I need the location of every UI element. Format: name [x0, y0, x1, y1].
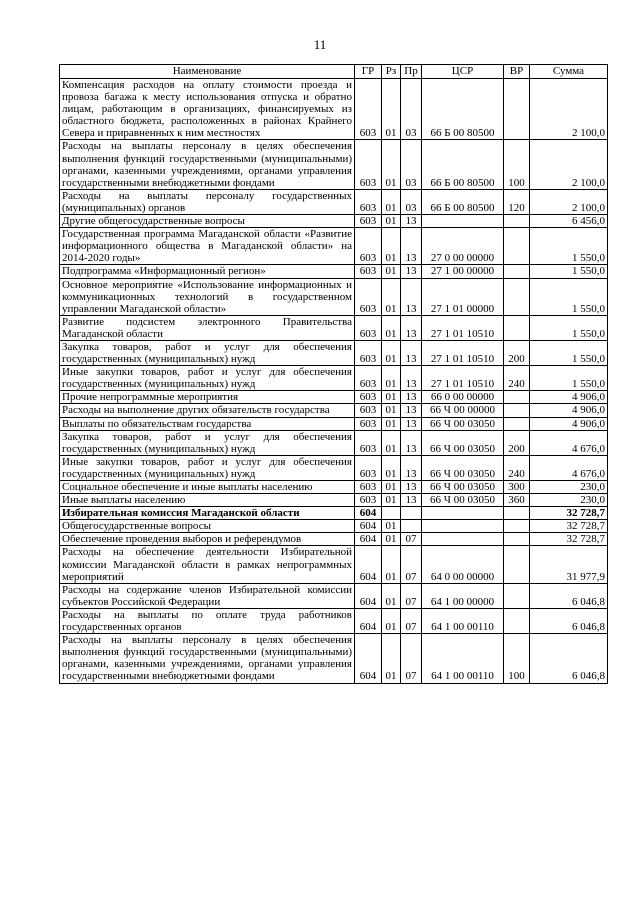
cell-pr: 07 [401, 533, 422, 546]
cell-name: Прочие непрограммные мероприятия [60, 391, 355, 404]
cell-sum: 31 977,9 [530, 546, 608, 583]
cell-name: Расходы на выплаты персоналу государственных (муниципальных) органов [60, 189, 355, 214]
cell-gr: 604 [355, 507, 382, 520]
cell-pr: 13 [401, 481, 422, 494]
cell-vr: 100 [504, 634, 530, 683]
cell-vr [504, 417, 530, 430]
cell-vr [504, 315, 530, 340]
table-row [60, 315, 608, 340]
table-row [60, 215, 608, 228]
cell-gr: 604 [355, 546, 382, 583]
cell-pr: 13 [401, 430, 422, 455]
cell-rz: 01 [382, 608, 401, 633]
cell-rz: 01 [382, 481, 401, 494]
cell-gr: 604 [355, 520, 382, 533]
cell-name: Компенсация расходов на оплату стоимости проезда и провоза багажа к месту использования отпуска и обратно лицам, работающим в организациях, финансируемых из областного бюджета, расположенных в районах Крайнего Севера и приравненных к ним местностях [60, 79, 355, 140]
table-row [60, 455, 608, 480]
table-row [60, 634, 608, 683]
cell-name: Расходы на выплаты персоналу в целях обеспечения выполнения функций государственными (муниципальными) органами, казенными учреждениями, органами управления государственными внебюджетными фондами [60, 140, 355, 189]
cell-sum: 4 906,0 [530, 417, 608, 430]
cell-vr: 200 [504, 430, 530, 455]
cell-pr: 13 [401, 417, 422, 430]
cell-csr: 27 0 00 00000 [422, 228, 504, 265]
table-row [60, 79, 608, 140]
cell-name: Закупка товаров, работ и услуг для обеспечения государственных (муниципальных) нужд [60, 430, 355, 455]
cell-rz: 01 [382, 315, 401, 340]
cell-pr: 13 [401, 494, 422, 507]
cell-gr: 604 [355, 634, 382, 683]
cell-vr: 360 [504, 494, 530, 507]
cell-csr: 27 1 01 10510 [422, 366, 504, 391]
cell-vr [504, 79, 530, 140]
cell-gr: 603 [355, 340, 382, 365]
cell-name: Закупка товаров, работ и услуг для обеспечения государственных (муниципальных) нужд [60, 340, 355, 365]
cell-rz: 01 [382, 215, 401, 228]
cell-vr [504, 278, 530, 315]
header-vr: ВР [504, 65, 530, 79]
cell-vr [504, 533, 530, 546]
cell-csr: 66 Б 00 80500 [422, 140, 504, 189]
cell-vr: 240 [504, 455, 530, 480]
cell-pr: 13 [401, 391, 422, 404]
cell-gr: 603 [355, 278, 382, 315]
cell-rz: 01 [382, 583, 401, 608]
table-row [60, 366, 608, 391]
table-row [60, 494, 608, 507]
header-gr: ГР [355, 65, 382, 79]
cell-sum: 2 100,0 [530, 140, 608, 189]
cell-rz: 01 [382, 140, 401, 189]
cell-gr: 603 [355, 455, 382, 480]
cell-gr: 603 [355, 417, 382, 430]
cell-pr: 13 [401, 455, 422, 480]
cell-csr: 66 Ч 00 03050 [422, 481, 504, 494]
cell-gr: 603 [355, 494, 382, 507]
cell-sum: 6 046,8 [530, 608, 608, 633]
header-rz: Рз [382, 65, 401, 79]
cell-sum: 2 100,0 [530, 79, 608, 140]
cell-sum: 6 046,8 [530, 583, 608, 608]
cell-pr: 13 [401, 228, 422, 265]
table-row [60, 228, 608, 265]
cell-gr: 603 [355, 315, 382, 340]
cell-vr [504, 228, 530, 265]
header-pr: Пр [401, 65, 422, 79]
cell-name: Основное мероприятие «Использование информационных и коммуникационных технологий в государственном управлении Магаданской области» [60, 278, 355, 315]
cell-csr [422, 533, 504, 546]
cell-rz: 01 [382, 189, 401, 214]
cell-pr: 13 [401, 340, 422, 365]
cell-csr [422, 507, 504, 520]
cell-name: Иные выплаты населению [60, 494, 355, 507]
cell-rz: 01 [382, 340, 401, 365]
cell-gr: 603 [355, 481, 382, 494]
table-row [60, 189, 608, 214]
cell-gr: 603 [355, 189, 382, 214]
cell-gr: 603 [355, 391, 382, 404]
cell-rz: 01 [382, 228, 401, 265]
cell-csr: 66 Б 00 80500 [422, 79, 504, 140]
cell-name: Избирательная комиссия Магаданской области [60, 507, 355, 520]
table-row [60, 340, 608, 365]
cell-name: Иные закупки товаров, работ и услуг для обеспечения государственных (муниципальных) нужд [60, 366, 355, 391]
cell-pr: 07 [401, 583, 422, 608]
table-row [60, 507, 608, 520]
cell-sum: 1 550,0 [530, 315, 608, 340]
cell-name: Расходы на выплаты по оплате труда работников государственных органов [60, 608, 355, 633]
cell-csr: 66 0 00 00000 [422, 391, 504, 404]
cell-name: Государственная программа Магаданской области «Развитие информационного общества в Магаданской области» на 2014-2020 годы» [60, 228, 355, 265]
cell-pr: 13 [401, 265, 422, 278]
table-row [60, 430, 608, 455]
cell-pr [401, 520, 422, 533]
cell-sum: 32 728,7 [530, 507, 608, 520]
cell-gr: 603 [355, 404, 382, 417]
cell-csr: 27 1 00 00000 [422, 265, 504, 278]
cell-csr: 64 0 00 00000 [422, 546, 504, 583]
cell-vr [504, 608, 530, 633]
cell-rz: 01 [382, 634, 401, 683]
cell-pr: 07 [401, 608, 422, 633]
cell-sum: 2 100,0 [530, 189, 608, 214]
cell-pr: 07 [401, 634, 422, 683]
cell-sum: 1 550,0 [530, 265, 608, 278]
cell-sum: 230,0 [530, 494, 608, 507]
cell-csr: 64 1 00 00110 [422, 608, 504, 633]
cell-csr: 27 1 01 10510 [422, 340, 504, 365]
cell-sum: 4 676,0 [530, 455, 608, 480]
cell-vr [504, 265, 530, 278]
cell-vr [504, 583, 530, 608]
cell-vr [504, 520, 530, 533]
cell-gr: 603 [355, 140, 382, 189]
cell-rz: 01 [382, 546, 401, 583]
cell-rz: 01 [382, 265, 401, 278]
cell-sum: 32 728,7 [530, 520, 608, 533]
cell-name: Социальное обеспечение и иные выплаты населению [60, 481, 355, 494]
cell-name: Выплаты по обязательствам государства [60, 417, 355, 430]
cell-sum: 1 550,0 [530, 366, 608, 391]
cell-csr: 66 Ч 00 03050 [422, 455, 504, 480]
cell-name: Развитие подсистем электронного Правительства Магаданской области [60, 315, 355, 340]
cell-pr [401, 507, 422, 520]
budget-table [59, 64, 608, 684]
cell-rz: 01 [382, 404, 401, 417]
table-row [60, 608, 608, 633]
cell-vr: 100 [504, 140, 530, 189]
cell-csr: 64 1 00 00000 [422, 583, 504, 608]
cell-rz: 01 [382, 430, 401, 455]
cell-rz: 01 [382, 366, 401, 391]
cell-pr: 13 [401, 404, 422, 417]
cell-vr [504, 507, 530, 520]
table-row [60, 520, 608, 533]
table-row [60, 583, 608, 608]
cell-sum: 1 550,0 [530, 228, 608, 265]
cell-pr: 03 [401, 189, 422, 214]
cell-sum: 1 550,0 [530, 340, 608, 365]
cell-gr: 604 [355, 533, 382, 546]
page-number: 11 [313, 37, 327, 52]
cell-csr: 66 Ч 00 03050 [422, 417, 504, 430]
cell-csr: 66 Ч 00 03050 [422, 494, 504, 507]
table-row [60, 417, 608, 430]
header-name: Наименование [60, 65, 355, 79]
header-csr: ЦСР [422, 65, 504, 79]
cell-csr: 66 Ч 00 03050 [422, 430, 504, 455]
cell-name: Подпрограмма «Информационный регион» [60, 265, 355, 278]
cell-name: Расходы на выплаты персоналу в целях обеспечения выполнения функций государственными (муниципальными) органами, казенными учреждениями, органами управления государственными внебюджетными фондами [60, 634, 355, 683]
cell-vr [504, 404, 530, 417]
cell-name: Иные закупки товаров, работ и услуг для обеспечения государственных (муниципальных) нужд [60, 455, 355, 480]
cell-gr: 604 [355, 583, 382, 608]
table-row [60, 265, 608, 278]
cell-rz: 01 [382, 278, 401, 315]
cell-csr: 66 Ч 00 00000 [422, 404, 504, 417]
cell-rz: 01 [382, 455, 401, 480]
table-row [60, 140, 608, 189]
cell-sum: 6 046,8 [530, 634, 608, 683]
cell-gr: 603 [355, 265, 382, 278]
table-row [60, 404, 608, 417]
cell-rz: 01 [382, 533, 401, 546]
cell-gr: 603 [355, 79, 382, 140]
cell-csr [422, 520, 504, 533]
cell-name: Обеспечение проведения выборов и референдумов [60, 533, 355, 546]
cell-gr: 603 [355, 228, 382, 265]
cell-rz [382, 507, 401, 520]
cell-vr: 120 [504, 189, 530, 214]
table-row [60, 391, 608, 404]
cell-sum: 230,0 [530, 481, 608, 494]
cell-pr: 07 [401, 546, 422, 583]
cell-rz: 01 [382, 520, 401, 533]
cell-sum: 1 550,0 [530, 278, 608, 315]
cell-csr: 66 Б 00 80500 [422, 189, 504, 214]
cell-sum: 4 906,0 [530, 391, 608, 404]
cell-vr [504, 215, 530, 228]
cell-name: Расходы на обеспечение деятельности Избирательной комиссии Магаданской области в рамках непрограммных мероприятий [60, 546, 355, 583]
cell-csr [422, 215, 504, 228]
cell-sum: 4 676,0 [530, 430, 608, 455]
cell-name: Общегосударственные вопросы [60, 520, 355, 533]
cell-sum: 6 456,0 [530, 215, 608, 228]
cell-vr: 240 [504, 366, 530, 391]
cell-pr: 13 [401, 366, 422, 391]
cell-name: Расходы на выполнение других обязательств государства [60, 404, 355, 417]
header-sum: Сумма [530, 65, 608, 79]
cell-pr: 13 [401, 215, 422, 228]
cell-gr: 603 [355, 366, 382, 391]
table-header-row [60, 65, 608, 79]
table-row [60, 481, 608, 494]
cell-sum: 32 728,7 [530, 533, 608, 546]
cell-vr: 200 [504, 340, 530, 365]
table-row [60, 546, 608, 583]
cell-pr: 03 [401, 140, 422, 189]
cell-csr: 64 1 00 00110 [422, 634, 504, 683]
cell-rz: 01 [382, 494, 401, 507]
cell-rz: 01 [382, 391, 401, 404]
cell-rz: 01 [382, 417, 401, 430]
cell-vr: 300 [504, 481, 530, 494]
cell-pr: 13 [401, 315, 422, 340]
cell-csr: 27 1 01 10510 [422, 315, 504, 340]
cell-gr: 603 [355, 430, 382, 455]
cell-name: Расходы на содержание членов Избирательной комиссии субъектов Российской Федерации [60, 583, 355, 608]
cell-rz: 01 [382, 79, 401, 140]
table-row [60, 278, 608, 315]
cell-csr: 27 1 01 00000 [422, 278, 504, 315]
cell-vr [504, 391, 530, 404]
cell-name: Другие общегосударственные вопросы [60, 215, 355, 228]
cell-gr: 604 [355, 608, 382, 633]
cell-pr: 13 [401, 278, 422, 315]
table-row [60, 533, 608, 546]
cell-sum: 4 906,0 [530, 404, 608, 417]
cell-gr: 603 [355, 215, 382, 228]
cell-vr [504, 546, 530, 583]
cell-pr: 03 [401, 79, 422, 140]
